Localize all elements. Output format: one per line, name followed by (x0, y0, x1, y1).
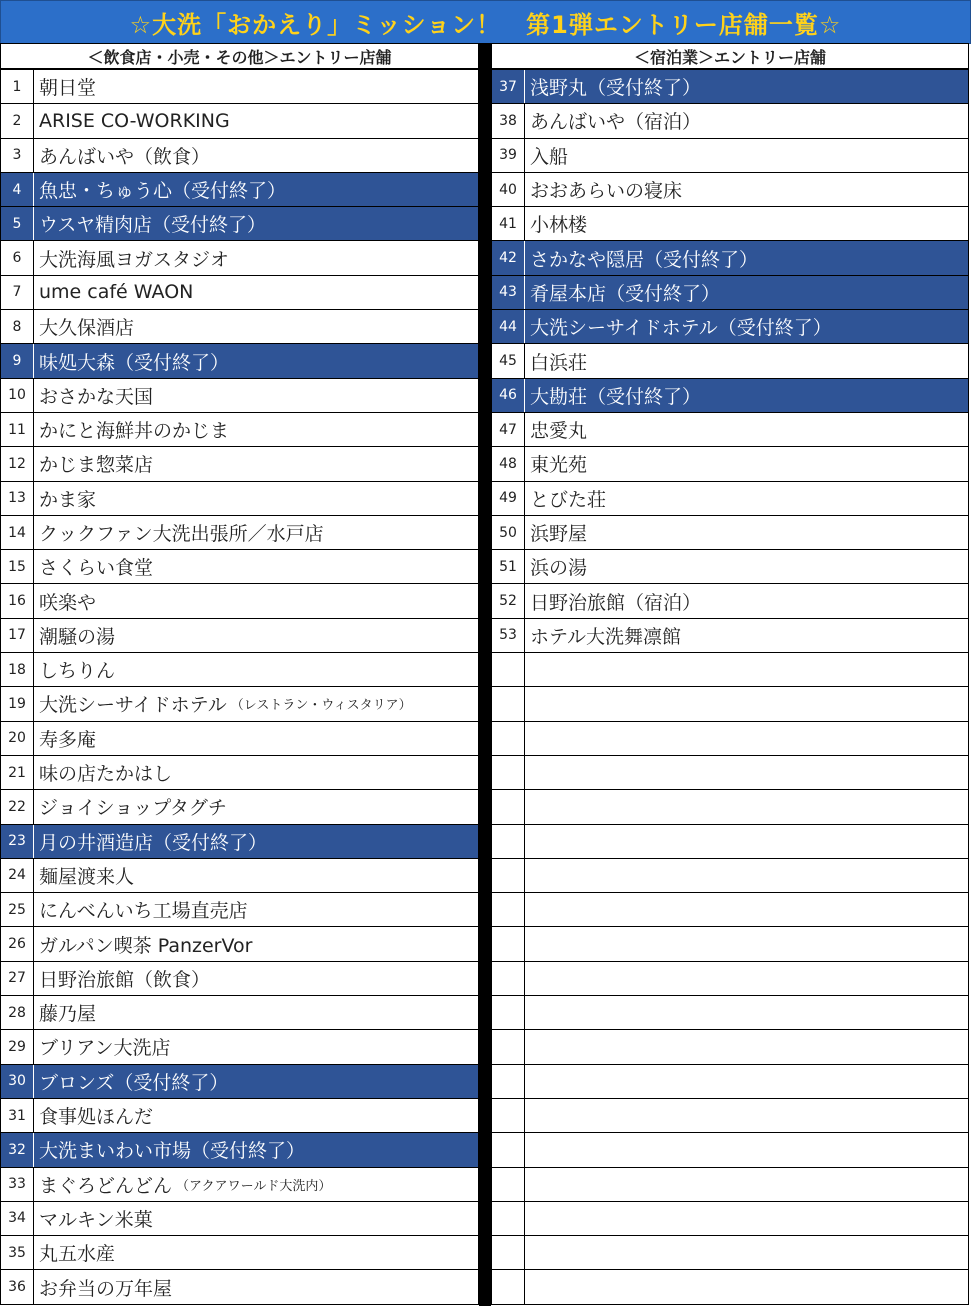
table-row (1, 859, 478, 893)
shop-name: ウスヤ精肉店（受付終了） (39, 214, 267, 237)
food-retail-header: ＜飲食店・小売・その他＞エントリー店舗 (0, 43, 479, 70)
row-number (492, 1202, 525, 1235)
row-number: 53 (492, 619, 525, 652)
lodging-table (491, 70, 969, 1305)
empty-row (492, 1270, 968, 1304)
shop-name-cell (34, 482, 478, 515)
shop-name-cell (525, 790, 968, 823)
table-row (492, 447, 968, 481)
shop-name-cell (34, 859, 478, 892)
row-number: 37 (492, 70, 525, 103)
shop-name-cell (525, 1065, 968, 1098)
shop-name: しちりん (39, 660, 116, 683)
shop-name-cell (34, 344, 478, 377)
table-row (1, 173, 478, 207)
table-row (1, 1236, 478, 1270)
table-row (492, 379, 968, 413)
table-row (1, 584, 478, 618)
table-row (1, 619, 478, 653)
table-row (1, 550, 478, 584)
shop-name: あんばいや（飲食） (39, 145, 211, 168)
row-number: 49 (492, 482, 525, 515)
shop-name: クックファン大洗出張所／水戸店 (39, 523, 324, 545)
table-row (1, 1065, 478, 1099)
row-number: 34 (1, 1202, 34, 1235)
row-number: 8 (1, 310, 34, 343)
empty-row (492, 1168, 968, 1202)
shop-name: マルキン米菓 (39, 1208, 153, 1231)
shop-name-cell (525, 756, 968, 789)
table-row (1, 1168, 478, 1202)
row-number: 5 (1, 207, 34, 240)
row-number: 30 (1, 1065, 34, 1098)
table-row (1, 379, 478, 413)
row-number: 51 (492, 550, 525, 583)
table-row (1, 413, 478, 447)
table-row (1, 70, 478, 104)
row-number: 52 (492, 584, 525, 617)
table-row (1, 790, 478, 824)
table-row (1, 996, 478, 1030)
shop-name: さかなや隠居（受付終了） (530, 248, 759, 271)
shop-name: 忠愛丸 (530, 420, 588, 443)
table-row (1, 927, 478, 961)
shop-name-note: （アクアワールド大洗内） (176, 1178, 332, 1194)
shop-name-cell (34, 653, 478, 686)
shop-name: とびた荘 (530, 488, 607, 511)
shop-name-cell (525, 1168, 968, 1201)
row-number: 42 (492, 241, 525, 274)
shop-name-cell (34, 550, 478, 583)
row-number: 27 (1, 962, 34, 995)
row-number: 50 (492, 516, 525, 549)
shop-name-cell (525, 241, 968, 274)
shop-name-cell (525, 1099, 968, 1132)
shop-name: 大洗海風ヨガスタジオ (39, 248, 230, 271)
table-row (492, 70, 968, 104)
table-row (492, 584, 968, 618)
table-row (492, 310, 968, 344)
shop-name-cell (525, 550, 968, 583)
shop-name: かにと海鮮丼のかじま (39, 420, 230, 443)
shop-name-cell (34, 1065, 478, 1098)
row-number (492, 1099, 525, 1132)
table-row (1, 344, 478, 378)
shop-name: 丸五水産 (39, 1243, 116, 1266)
table-row (1, 241, 478, 275)
row-number: 19 (1, 687, 34, 720)
shop-name-cell (525, 996, 968, 1029)
shop-name: 朝日堂 (39, 77, 97, 100)
table-row (492, 413, 968, 447)
shop-name: 月の井酒造店（受付終了） (39, 831, 268, 854)
row-number: 6 (1, 241, 34, 274)
shop-name-cell (34, 927, 478, 960)
shop-name-cell (34, 584, 478, 617)
row-number: 29 (1, 1030, 34, 1063)
shop-name-cell (34, 310, 478, 343)
row-number (492, 790, 525, 823)
shop-name-cell (34, 379, 478, 412)
row-number (492, 1065, 525, 1098)
shop-name: ホテル大洗舞凛館 (530, 625, 682, 648)
table-row (1, 207, 478, 241)
shop-name-cell (525, 1030, 968, 1063)
empty-row (492, 653, 968, 687)
shop-name-cell (34, 1270, 478, 1303)
shop-name-cell (34, 1168, 478, 1201)
row-number (492, 756, 525, 789)
row-number (492, 1168, 525, 1201)
shop-name-cell (34, 241, 478, 274)
shop-name: ARISE CO-WORKING (39, 109, 230, 132)
shop-name: 浜野屋 (530, 523, 588, 545)
shop-name: 潮騒の湯 (39, 625, 116, 648)
shop-name-cell (34, 173, 478, 206)
shop-name-cell (34, 413, 478, 446)
food-retail-column (0, 43, 479, 1305)
table-row (492, 139, 968, 173)
row-number: 17 (1, 619, 34, 652)
empty-row (492, 1099, 968, 1133)
shop-name: 味の店たかはし (39, 763, 173, 786)
empty-row (492, 1202, 968, 1236)
shop-name-cell (34, 825, 478, 858)
shop-name: 大洗シーサイドホテル (39, 694, 227, 717)
shop-name-cell (34, 447, 478, 480)
empty-row (492, 927, 968, 961)
shop-name: 大洗シーサイドホテル（受付終了） (530, 317, 832, 340)
row-number: 14 (1, 516, 34, 549)
shop-name-cell (34, 619, 478, 652)
row-number (492, 962, 525, 995)
shop-name: 魚忠・ちゅう心（受付終了） (39, 180, 287, 203)
row-number: 47 (492, 413, 525, 446)
row-number (492, 1236, 525, 1269)
table-row (492, 344, 968, 378)
shop-name-cell (525, 379, 968, 412)
row-number: 24 (1, 859, 34, 892)
table-row (1, 139, 478, 173)
shop-name-cell (34, 756, 478, 789)
empty-row (492, 962, 968, 996)
shop-name: おおあらいの寝床 (530, 180, 683, 203)
shop-name: 白浜荘 (530, 351, 588, 374)
empty-row (492, 859, 968, 893)
shop-name: おさかな天国 (39, 385, 154, 408)
table-row (492, 619, 968, 653)
shop-name-cell (34, 104, 478, 137)
shop-name-cell (525, 859, 968, 892)
shop-name: 寿多庵 (39, 728, 97, 751)
shop-name: 肴屋本店（受付終了） (530, 282, 721, 305)
shop-name-cell (34, 1099, 478, 1132)
table-row (492, 516, 968, 550)
shop-name-cell (525, 962, 968, 995)
page-title: ☆大洗「おかえり」ミッション！ 第1弾エントリー店舗一覧☆ (0, 0, 971, 44)
table-row (492, 207, 968, 241)
shop-name-cell (525, 1270, 968, 1303)
table-row (1, 825, 478, 859)
table-row (1, 1202, 478, 1236)
row-number: 7 (1, 276, 34, 309)
shop-name: にんべんいち工場直売店 (39, 900, 248, 923)
lodging-header: ＜宿泊業＞エントリー店舗 (491, 43, 969, 70)
table-row (492, 276, 968, 310)
lodging-column (491, 43, 969, 1305)
shop-name-cell (525, 687, 968, 720)
shop-name-note: （レストラン・ウィスタリア） (230, 698, 412, 714)
shop-name: さくらい食堂 (39, 557, 154, 580)
row-number: 32 (1, 1133, 34, 1166)
shop-name-cell (34, 687, 478, 720)
row-number: 25 (1, 893, 34, 926)
row-number: 16 (1, 584, 34, 617)
shop-name-cell (525, 413, 968, 446)
table-row (1, 516, 478, 550)
empty-row (492, 893, 968, 927)
table-row (1, 276, 478, 310)
row-number (492, 825, 525, 858)
shop-name: かじま惣菜店 (39, 454, 154, 477)
row-number (492, 1133, 525, 1166)
shop-name-cell (525, 584, 968, 617)
shop-name: あんばいや（宿泊） (530, 111, 702, 134)
shop-name-cell (34, 516, 478, 549)
row-number: 15 (1, 550, 34, 583)
shop-name-cell (34, 1030, 478, 1063)
shop-name-cell (525, 207, 968, 240)
food-retail-table (0, 70, 479, 1305)
shop-name-cell (525, 139, 968, 172)
empty-row (492, 790, 968, 824)
table-row (1, 1270, 478, 1304)
shop-name: 浜の湯 (530, 557, 588, 580)
shop-name: 麺屋渡来人 (39, 865, 135, 888)
shop-name-cell (34, 276, 478, 309)
table-row (492, 550, 968, 584)
shop-name-cell (525, 1236, 968, 1269)
shop-name-cell (525, 276, 968, 309)
row-number (492, 687, 525, 720)
column-divider (479, 43, 491, 1306)
empty-row (492, 1030, 968, 1064)
row-number: 23 (1, 825, 34, 858)
shop-name-cell (34, 893, 478, 926)
empty-row (492, 687, 968, 721)
row-number: 1 (1, 70, 34, 103)
row-number (492, 859, 525, 892)
row-number (492, 996, 525, 1029)
table-row (1, 1030, 478, 1064)
row-number: 20 (1, 722, 34, 755)
shop-name-cell (525, 653, 968, 686)
shop-name: 大洗まいわい市場（受付終了） (39, 1140, 306, 1163)
shop-name-cell (525, 825, 968, 858)
row-number: 11 (1, 413, 34, 446)
row-number: 38 (492, 104, 525, 137)
table-row (1, 482, 478, 516)
empty-row (492, 1236, 968, 1270)
shop-name-cell (525, 447, 968, 480)
row-number: 9 (1, 344, 34, 377)
shop-name: ガルパン喫茶 PanzerVor (39, 934, 253, 957)
row-number: 44 (492, 310, 525, 343)
empty-row (492, 722, 968, 756)
shop-name: ブリアン大洗店 (39, 1037, 171, 1060)
shop-name: 小林楼 (530, 214, 588, 237)
shop-name-cell (525, 104, 968, 137)
shop-name-cell (34, 1133, 478, 1166)
shop-name-cell (525, 1202, 968, 1235)
row-number: 41 (492, 207, 525, 240)
row-number: 43 (492, 276, 525, 309)
shop-name-cell (525, 344, 968, 377)
shop-name-cell (34, 207, 478, 240)
shop-name: 咲楽や (39, 591, 97, 614)
table-row (1, 1099, 478, 1133)
table-row (1, 310, 478, 344)
row-number: 31 (1, 1099, 34, 1132)
empty-row (492, 996, 968, 1030)
row-number: 12 (1, 447, 34, 480)
table-row (1, 653, 478, 687)
empty-row (492, 1133, 968, 1167)
shop-name-cell (34, 139, 478, 172)
row-number (492, 893, 525, 926)
shop-name: ジョイショップタグチ (39, 797, 227, 820)
row-number: 21 (1, 756, 34, 789)
shop-name-cell (525, 516, 968, 549)
shop-name-cell (525, 619, 968, 652)
shop-name-cell (34, 722, 478, 755)
shop-name: 食事処ほんだ (39, 1106, 154, 1129)
shop-name-cell (34, 70, 478, 103)
row-number: 45 (492, 344, 525, 377)
shop-name-cell (34, 1202, 478, 1235)
shop-name: ume café WAON (39, 281, 194, 304)
row-number (492, 1270, 525, 1303)
table-row (492, 104, 968, 138)
row-number: 36 (1, 1270, 34, 1303)
shop-name: 大久保酒店 (39, 317, 135, 340)
row-number (492, 927, 525, 960)
shop-name: お弁当の万年屋 (39, 1277, 173, 1300)
row-number: 18 (1, 653, 34, 686)
empty-row (492, 756, 968, 790)
shop-name: 浅野丸（受付終了） (530, 77, 702, 100)
row-number: 35 (1, 1236, 34, 1269)
table-row (492, 173, 968, 207)
empty-row (492, 825, 968, 859)
table-row (1, 447, 478, 481)
row-number: 33 (1, 1168, 34, 1201)
row-number: 13 (1, 482, 34, 515)
shop-name-cell (34, 962, 478, 995)
row-number (492, 653, 525, 686)
row-number: 4 (1, 173, 34, 206)
shop-name-cell (525, 1133, 968, 1166)
shop-name-cell (525, 70, 968, 103)
table-row (1, 962, 478, 996)
shop-name: 日野治旅館（宿泊） (530, 591, 702, 614)
shop-name-cell (525, 482, 968, 515)
shop-name-cell (525, 173, 968, 206)
shop-name-cell (525, 722, 968, 755)
table-row (492, 482, 968, 516)
row-number: 46 (492, 379, 525, 412)
row-number (492, 722, 525, 755)
shop-name-cell (34, 1236, 478, 1269)
table-row (1, 756, 478, 790)
shop-name: ブロンズ（受付終了） (39, 1071, 229, 1094)
shop-name-cell (525, 310, 968, 343)
shop-name: 味処大森（受付終了） (39, 351, 230, 374)
shop-name-cell (34, 790, 478, 823)
row-number: 48 (492, 447, 525, 480)
table-row (1, 687, 478, 721)
row-number: 2 (1, 104, 34, 137)
table-row (1, 893, 478, 927)
empty-row (492, 1065, 968, 1099)
table-row (492, 241, 968, 275)
row-number: 39 (492, 139, 525, 172)
shop-name: 大勘荘（受付終了） (530, 385, 702, 408)
shop-name-cell (525, 927, 968, 960)
shop-name-cell (34, 996, 478, 1029)
table-row (1, 1133, 478, 1167)
shop-name: 東光苑 (530, 454, 588, 477)
row-number: 10 (1, 379, 34, 412)
row-number: 40 (492, 173, 525, 206)
shop-name: 藤乃屋 (39, 1003, 97, 1026)
row-number (492, 1030, 525, 1063)
table-row (1, 104, 478, 138)
shop-name: 日野治旅館（飲食） (39, 968, 211, 991)
shop-name: まぐろどんどん (39, 1174, 173, 1197)
shop-name: 入船 (530, 145, 569, 168)
shop-name: かま家 (39, 488, 97, 511)
row-number: 26 (1, 927, 34, 960)
row-number: 3 (1, 139, 34, 172)
row-number: 22 (1, 790, 34, 823)
table-row (1, 722, 478, 756)
shop-name-cell (525, 893, 968, 926)
row-number: 28 (1, 996, 34, 1029)
